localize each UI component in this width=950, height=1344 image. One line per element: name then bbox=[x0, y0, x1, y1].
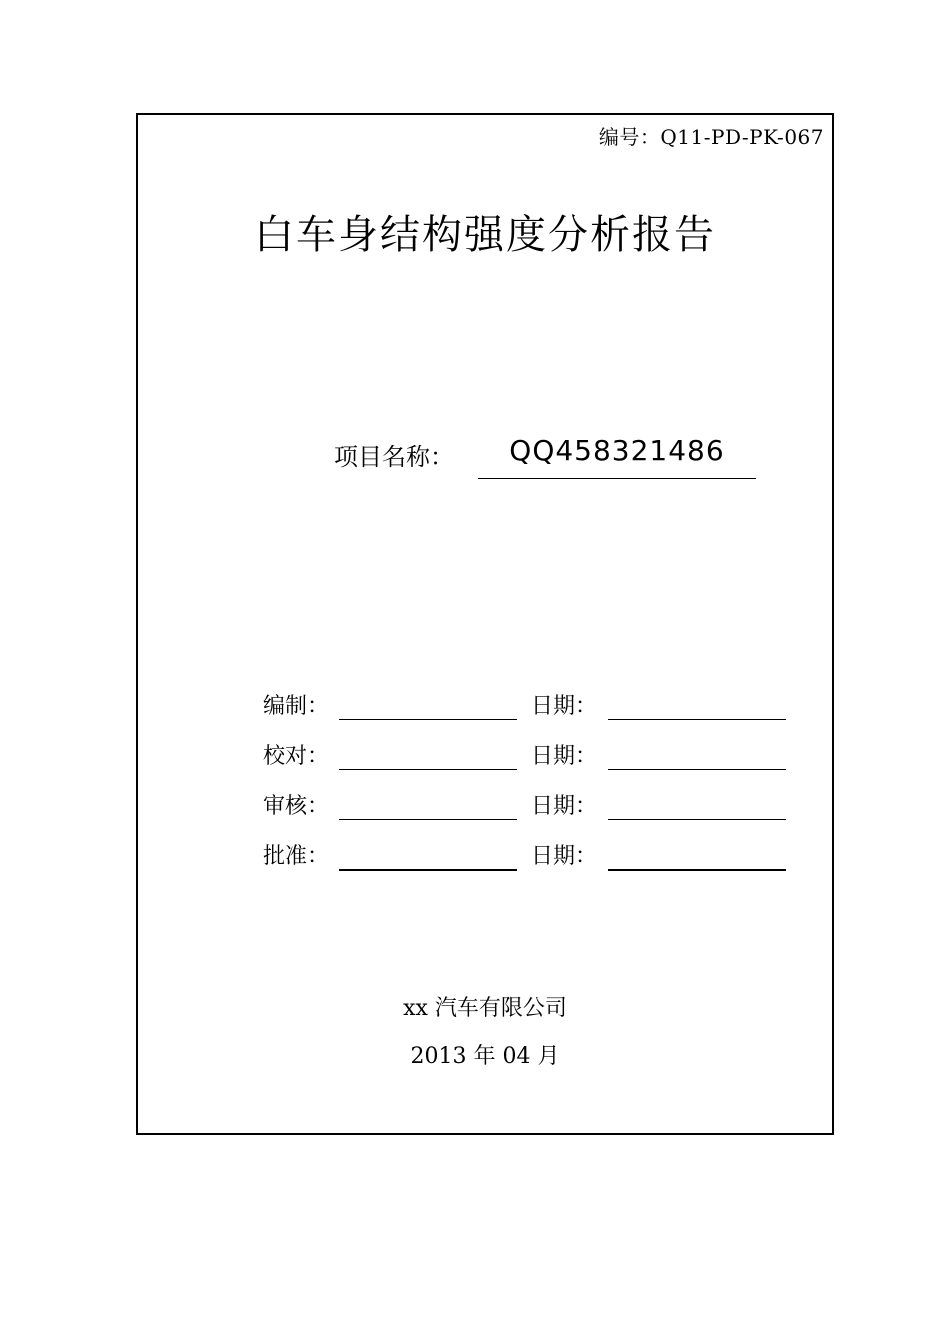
document-number: 编号：Q11-PD-PK-067 bbox=[598, 125, 824, 149]
project-name-label: 项目名称： bbox=[334, 443, 454, 471]
approve-date-line bbox=[608, 869, 786, 871]
compile-signature-line bbox=[339, 719, 517, 720]
approve-label: 批准： bbox=[263, 844, 330, 869]
approve-date-label: 日期： bbox=[531, 844, 598, 869]
review-signature-line bbox=[339, 819, 517, 820]
compile-label: 编制： bbox=[263, 694, 330, 719]
proofread-date-line bbox=[608, 769, 786, 770]
compile-date-line bbox=[608, 719, 786, 720]
project-name-value: QQ458321486 bbox=[478, 429, 756, 479]
proofread-signature-line bbox=[339, 769, 517, 770]
signature-row-review bbox=[138, 789, 832, 829]
proofread-label: 校对： bbox=[263, 744, 330, 769]
approve-signature-line bbox=[339, 869, 517, 871]
review-date-line bbox=[608, 819, 786, 820]
signature-row-compile bbox=[138, 689, 832, 729]
proofread-date-label: 日期： bbox=[531, 744, 598, 769]
compile-date-label: 日期： bbox=[531, 694, 598, 719]
cover-frame bbox=[136, 113, 834, 1135]
page-title: 白车身结构强度分析报告 bbox=[254, 212, 716, 258]
document-date: 2013 年 04 月 bbox=[410, 1044, 560, 1069]
signature-row-proofread bbox=[138, 739, 832, 779]
review-date-label: 日期： bbox=[531, 794, 598, 819]
company-name: xx 汽车有限公司 bbox=[403, 996, 567, 1021]
signature-row-approve bbox=[138, 839, 832, 879]
review-label: 审核： bbox=[263, 794, 330, 819]
